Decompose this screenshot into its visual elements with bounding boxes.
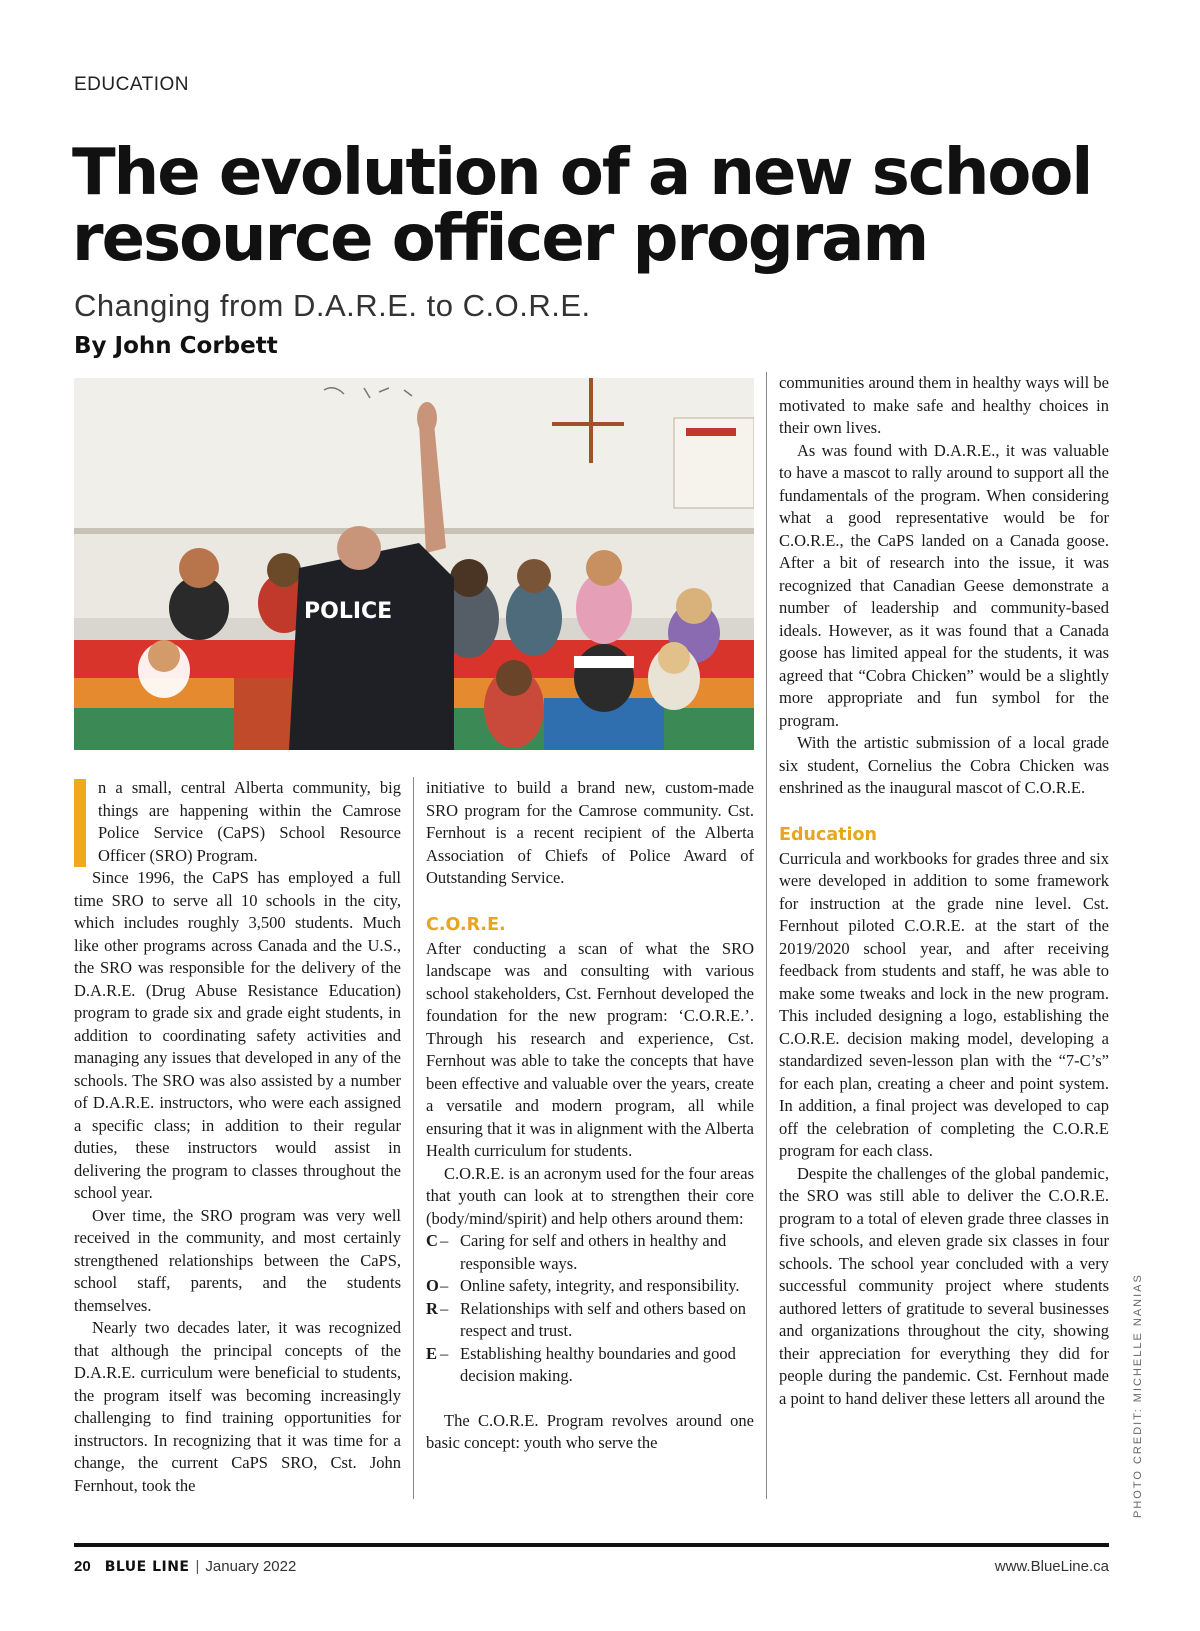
acronym-item: C – Caring for self and others in healthy and responsible ways. [426,1231,727,1273]
police-label: POLICE [304,599,393,624]
article-column-1 [74,777,401,1497]
section-heading-education: Education [779,824,877,845]
drop-cap-bar [74,779,86,867]
paragraph: Despite the challenges of the global pandemic, the SRO was still able to deliver the C.O.R.E. program to a total of eleven grade three classes in five schools, and eleven grade six classes in four schools. The school year concluded with a very successful community project where students authored letters of gratitude to several businesses and organizations throughout the city, showing their appreciation for everything they did for people during the pandemic. Cst. Fernhout made a point to hand deliver these letters all around the [779,1163,1109,1408]
paragraph: initiative to build a brand new, custom-made SRO program for the Camrose community. Cst. Fernhout is a recent recipient of the Alberta Association of Chiefs of Police Award of Outstanding Service. [426,778,754,887]
paragraph: As was found with D.A.R.E., it was valuable to have a mascot to rally around to support all the fundamentals of the program. When considering what a good representative would be for C.O.R.E., the CaPS landed on a Canada goose. After a bit of research into the issue, it was recognized that Canadian Geese demonstrate a number of leadership and community-based ideals. However, as it was found that a Canada goose has limited appeal for the students, it was agreed that “Cobra Chicken” would be a slightly more appropriate and fun symbol for the program. [779,440,1109,730]
paragraph: The C.O.R.E. Program revolves around one basic concept: youth who serve the [426,1410,754,1452]
article-column-3 [779,372,1109,1410]
section-label: EDUCATION [74,74,189,95]
paragraph: With the artistic submission of a local grade six student, Cornelius the Cobra Chicken was enshrined as the inaugural mascot of C.O.R.E. [779,733,1109,797]
paragraph: After conducting a scan of what the SRO landscape was and consulting with various school stakeholders, Cst. Fernhout developed the foundation for the new program: ‘C.O.R.E.’. Through his research and experience, Cst. Fernhout was able to take the concepts that have been effective and valuable over the years, create a versatile and modern program, all while ensuring that it was in alignment with the Alberta Health curriculum for students. [426,938,754,1160]
photo-credit: PHOTO CREDIT: MICHELLE NANIAS [1132,1273,1144,1518]
paragraph: Curricula and workbooks for grades three and six were developed in addition to some framework for instruction at the grade nine level. Cst. Fernhout piloted C.O.R.E. at the start of the 2019/2020 school year, and after receiving feedback from students and staff, he was able to make some tweaks and lock in the new program. This included designing a logo, establishing the C.O.R.E. decision making model, developing a standardized seven-lesson plan with the “7-C’s” for each plan, creating a cheer and point system. In addition, a final project was developed to cap off the celebration of completing the C.O.R.E program for each class. [779,848,1109,1160]
article-title: The evolution of a new school resource officer program [72,136,1092,276]
page-number: 20 [74,1558,91,1575]
acronym-list [426,1230,754,1388]
magazine-name: BLUE LINE [104,1559,190,1575]
footer-separator: | [195,1558,200,1575]
acronym-item: E – Establishing healthy boundaries and good decision making. [426,1343,736,1385]
paragraph: C.O.R.E. is an acronym used for the four areas that youth can look at to strengthen their core (body/mind/spirit) and help others around them: [426,1163,754,1228]
acronym-item: O – Online safety, integrity, and responsibility. [426,1276,740,1295]
page-footer [74,1558,1109,1582]
classroom-photo [74,378,754,750]
article-column-2 [426,777,754,1455]
footer-rule [74,1543,1109,1547]
section-heading-core: C.O.R.E. [426,914,506,935]
opening-paragraph: n a small, central Alberta community, big things are happening within the Camrose Police Service (CaPS) School Resource Officer (SRO) Program. [74,777,401,867]
paragraph: Since 1996, the CaPS has employed a full time SRO to serve all 10 schools in the city, which includes roughly 3,500 students. Much like other programs across Canada and the U.S., the SRO was responsible for the delivery of the D.A.R.E. (Drug Abuse Resistance Education) program to grade six and grade eight students, in addition to coordinating safety activities and managing any issues that developed in any of the schools. The SRO was also assisted by a number of D.A.R.E. instructors, who were each assigned a specific class; in addition to their regular duties, these instructors would assist in delivering the program to classes throughout the school year. [74,868,401,1202]
issue-date: January 2022 [205,1558,297,1575]
website-link[interactable]: www.BlueLine.ca [994,1558,1109,1575]
paragraph: Nearly two decades later, it was recognized that although the principal concepts of the D.A.R.E. curriculum were beneficial to students, the program itself was becoming increasingly challenging to find training opportunities for instructors. In recognizing that it was time for a change, the current CaPS SRO, Cst. John Fernhout, took the [74,1318,401,1495]
column-divider [766,372,767,1499]
column-divider [413,777,414,1499]
article-subtitle: Changing from D.A.R.E. to C.O.R.E. [74,288,591,323]
acronym-item: R – Relationships with self and others based on respect and trust. [426,1298,746,1340]
byline: By John Corbett [74,333,278,359]
paragraph: Over time, the SRO program was very well received in the community, and most certainly strengthened relationships between the CaPS, school staff, parents, and the students themselves. [74,1205,401,1315]
paragraph: communities around them in healthy ways will be motivated to make safe and healthy choices in their own lives. [779,373,1109,437]
